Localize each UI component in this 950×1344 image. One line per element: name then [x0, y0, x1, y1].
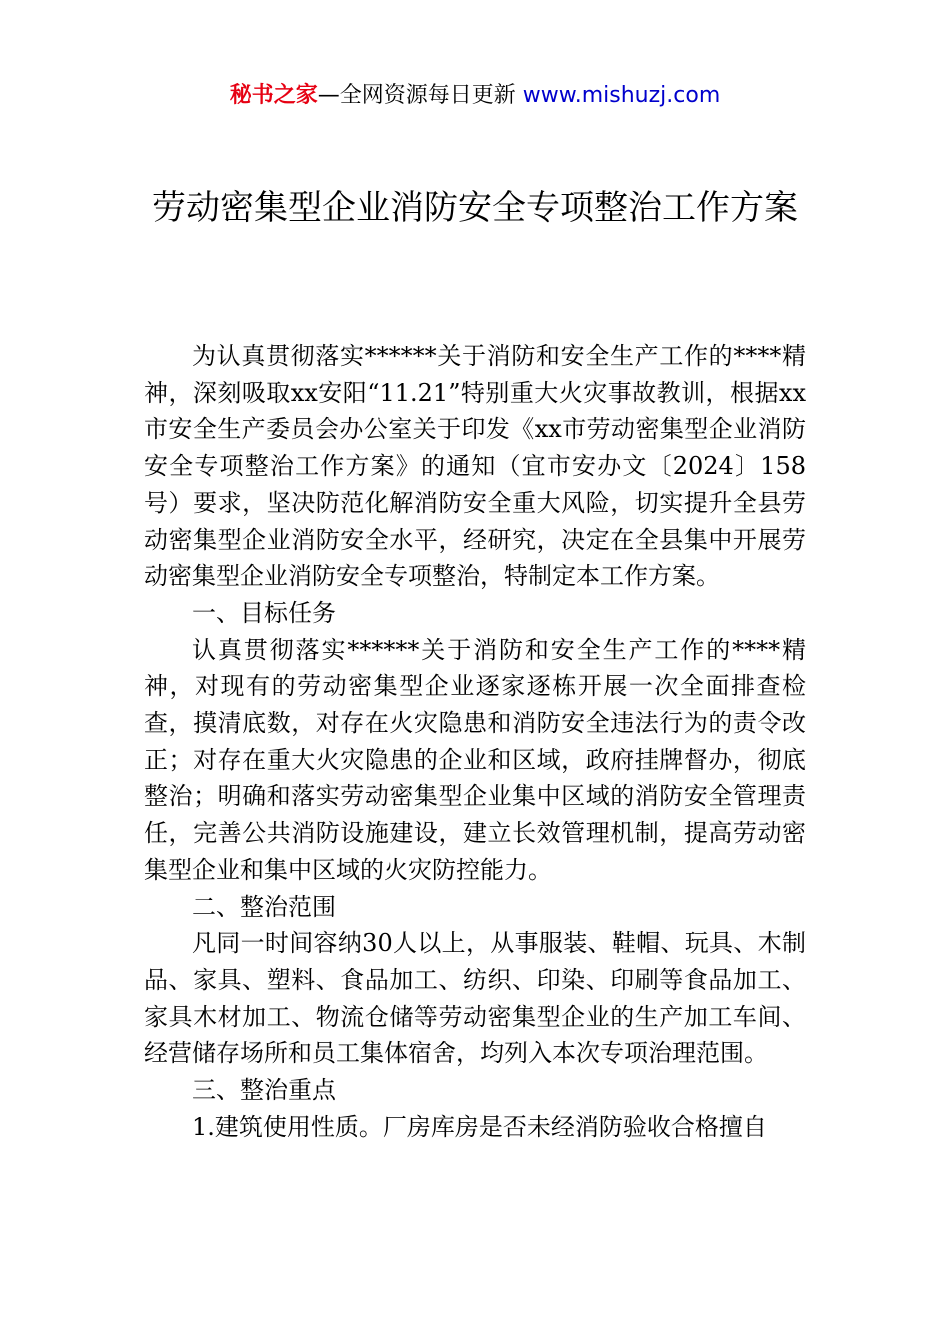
- section-heading-goals: 一、目标任务: [192, 598, 336, 627]
- site-url-link[interactable]: www.mishuzj.com: [522, 83, 721, 108]
- document-body: [144, 338, 806, 1145]
- intro-paragraph: 为认真贯彻落实******关于消防和安全生产工作的****精神，深刻吸取xx安阳“11.21”特别重大火灾事故教训，根据xx市安全生产委员会办公室关于印发《xx市劳动密集型企业消防安全专项整治工作方案》的通知（宜市安办文〔2024〕158号）要求，坚决防范化解消防安全重大风险，切实提升全县劳动密集型企业消防安全水平，经研究，决定在全县集中开展劳动密集型企业消防安全专项整治，特制定本工作方案。: [144, 342, 806, 591]
- site-tagline: —全网资源每日更新: [317, 83, 523, 108]
- site-brand: 秘书之家: [229, 83, 318, 108]
- scope-paragraph: 凡同一时间容纳30人以上，从事服装、鞋帽、玩具、木制品、家具、塑料、食品加工、纺织、印染、印刷等食品加工、家具木材加工、物流仓储等劳动密集型企业的生产加工车间、经营储存场所和员工集体宿舍，均列入本次专项治理范围。: [144, 929, 806, 1068]
- section-heading-scope: 二、整治范围: [192, 892, 336, 921]
- document-title: 劳动密集型企业消防安全专项整治工作方案: [152, 188, 798, 228]
- section-heading-focus: 三、整治重点: [192, 1076, 336, 1105]
- goals-paragraph: 认真贯彻落实******关于消防和安全生产工作的****精神，对现有的劳动密集型企业逐家逐栋开展一次全面排查检查，摸清底数，对存在火灾隐患和消防安全违法行为的责令改正；对存在重大火灾隐患的企业和区域，政府挂牌督办，彻底整治；明确和落实劳动密集型企业集中区域的消防安全管理责任，完善公共消防设施建设，建立长效管理机制，提高劳动密集型企业和集中区域的火灾防控能力。: [144, 635, 806, 884]
- site-header: [0, 78, 950, 114]
- focus-paragraph: 1.建筑使用性质。厂房库房是否未经消防验收合格擅自: [192, 1112, 767, 1141]
